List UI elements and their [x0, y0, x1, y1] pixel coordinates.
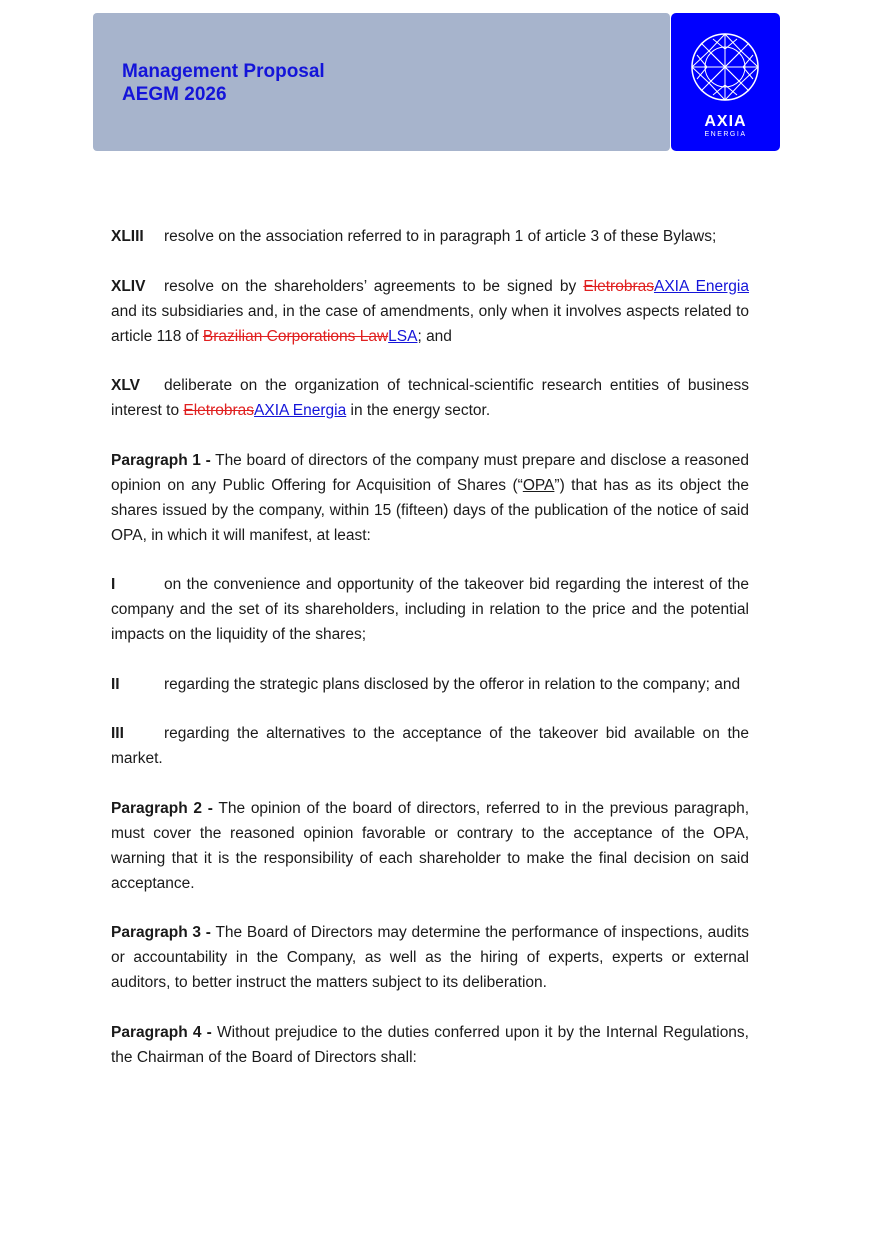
sub-item-iii: [111, 721, 749, 771]
item-xliii: [111, 224, 749, 249]
item-text: resolve on the shareholders’ agreements to be signed by: [164, 277, 584, 295]
paragraph-lead: Paragraph 1 -: [111, 451, 211, 469]
logo-name: AXIA: [704, 113, 747, 130]
page-title: [122, 60, 325, 106]
deleted-text: Eletrobras: [583, 277, 654, 295]
item-number: II: [111, 675, 120, 693]
paragraph-lead: Paragraph 4 -: [111, 1023, 212, 1041]
item-text: resolve on the association referred to in paragraph 1 of article 3 of these Bylaws;: [164, 228, 717, 245]
sub-item-i: [111, 572, 749, 647]
paragraph-lead: Paragraph 2 -: [111, 799, 213, 817]
item-xliv: [111, 274, 749, 349]
item-text: ; and: [417, 327, 452, 345]
paragraph-2: [111, 796, 749, 896]
paragraph-text: ”) that has as its object the shares issued by the company, within 15 (fifteen) days of the publication of the notice of said OPA, in which it will manifest, at least:: [111, 476, 749, 544]
item-xlv: [111, 373, 749, 423]
title-line-1: Management Proposal: [122, 61, 325, 82]
opa-term: OPA: [522, 476, 555, 494]
globe-icon: [689, 31, 761, 103]
item-number: XLV: [111, 377, 140, 394]
item-text: deliberate on the organization of technical-scientific research entities of business interest to: [111, 377, 749, 419]
inserted-text: AXIA Energia: [653, 277, 749, 295]
logo-subtitle: ENERGIA: [704, 131, 747, 138]
header-band: [93, 13, 670, 151]
inserted-text: AXIA Energia: [254, 402, 347, 419]
inserted-text: LSA: [388, 327, 418, 345]
paragraph-4: [111, 1020, 749, 1070]
item-number: XLIII: [111, 228, 144, 245]
item-text: on the convenience and opportunity of the takeover bid regarding the interest of the company and the set of its shareholders, including in relation to the price and the potential impacts on the liquidity of the shares;: [111, 576, 749, 643]
item-text: regarding the strategic plans disclosed by the offeror in relation to the company; and: [164, 675, 741, 693]
paragraph-text: The Board of Directors may determine the performance of inspections, audits or accountability in the Company, as well as the hiring of experts, experts or external auditors, to better instruct the matters subject to its deliberation.: [111, 924, 749, 991]
paragraph-1: [111, 448, 749, 548]
item-text: in the energy sector.: [346, 402, 491, 419]
paragraph-lead: Paragraph 3 -: [111, 924, 211, 941]
sub-item-ii: [111, 672, 749, 697]
paragraph-text: The opinion of the board of directors, referred to in the previous paragraph, must cover the reasoned opinion favorable or contrary to the acceptance of the OPA, warning that it is the responsibility of each shareholder to make the final decision on said acceptance.: [111, 799, 750, 892]
item-number: XLIV: [111, 277, 146, 295]
item-number: I: [111, 576, 116, 593]
paragraph-3: [111, 920, 749, 995]
item-text: regarding the alternatives to the acceptance of the takeover bid available on the market.: [111, 725, 749, 767]
paragraph-text: The board of directors of the company must prepare and disclose a reasoned opinion on any Public Offering for Acquisition of Shares (“: [111, 451, 749, 494]
item-number: III: [111, 725, 124, 742]
deleted-text: Eletrobras: [183, 402, 255, 419]
item-text: and its subsidiaries and, in the case of amendments, only when it involves aspects related to article 118 of: [111, 302, 749, 345]
title-line-2: AEGM 2026: [122, 84, 227, 105]
paragraph-text: Without prejudice to the duties conferred upon it by the Internal Regulations, the Chairman of the Board of Directors shall:: [111, 1023, 749, 1066]
axia-energia-logo: [671, 13, 780, 151]
deleted-text: Brazilian Corporations Law: [202, 327, 389, 345]
document-body: [111, 224, 749, 1094]
